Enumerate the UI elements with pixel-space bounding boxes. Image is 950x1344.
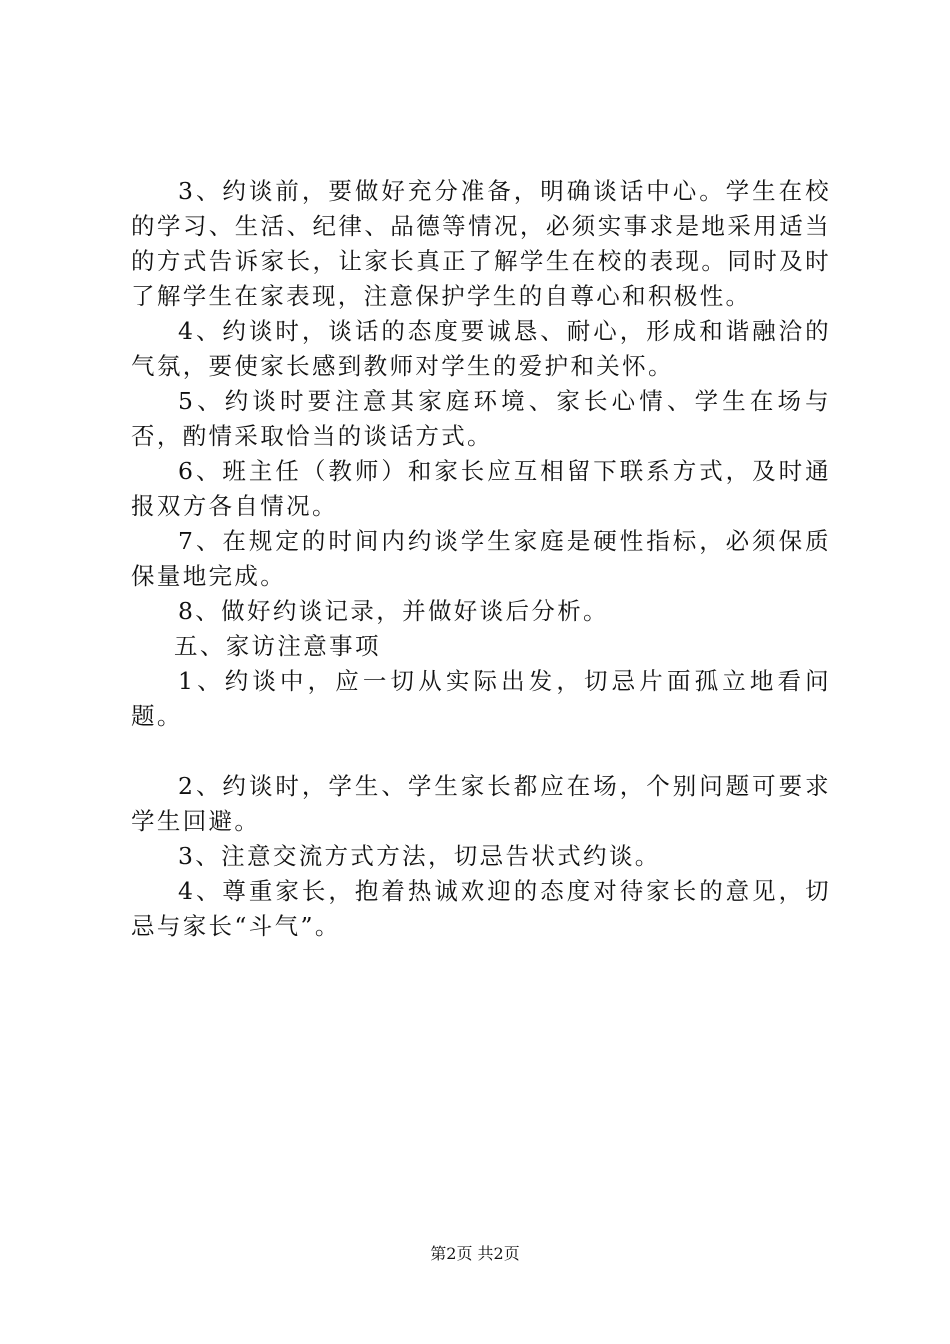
document-body <box>131 174 831 944</box>
paragraph-item-5: 5、约谈时要注意其家庭环境、家长心情、学生在场与否，酌情采取恰当的谈话方式。 <box>131 387 831 450</box>
page-footer <box>0 1244 950 1264</box>
paragraph-item-7: 7、在规定的时间内约谈学生家庭是硬性指标，必须保质保量地完成。 <box>131 527 831 590</box>
paragraph-item-4: 4、约谈时，谈话的态度要诚恳、耐心，形成和谐融洽的气氛，要使家长感到教师对学生的爱护和关怀。 <box>131 317 831 380</box>
blank-line <box>131 734 831 769</box>
notice-item-4: 4、尊重家长，抱着热诚欢迎的态度对待家长的意见，切忌与家长“斗气”。 <box>131 877 831 940</box>
page-number-label: 第2页 共2页 <box>430 1244 520 1263</box>
notice-item-2: 2、约谈时，学生、学生家长都应在场，个别问题可要求学生回避。 <box>131 772 831 835</box>
paragraph-item-3: 3、约谈前，要做好充分准备，明确谈话中心。学生在校的学习、生活、纪律、品德等情况，必须实事求是地采用适当的方式告诉家长，让家长真正了解学生在校的表现。同时及时了解学生在家表现，注意保护学生的自尊心和积极性。 <box>131 177 831 310</box>
notice-item-1: 1、约谈中，应一切从实际出发，切忌片面孤立地看问题。 <box>131 667 831 730</box>
paragraph-item-8: 8、做好约谈记录，并做好谈后分析。 <box>178 597 609 625</box>
paragraph-item-6: 6、班主任（教师）和家长应互相留下联系方式，及时通报双方各自情况。 <box>131 457 831 520</box>
notice-item-3: 3、注意交流方式方法，切忌告状式约谈。 <box>178 842 661 870</box>
section-heading: 五、家访注意事项 <box>174 632 381 660</box>
